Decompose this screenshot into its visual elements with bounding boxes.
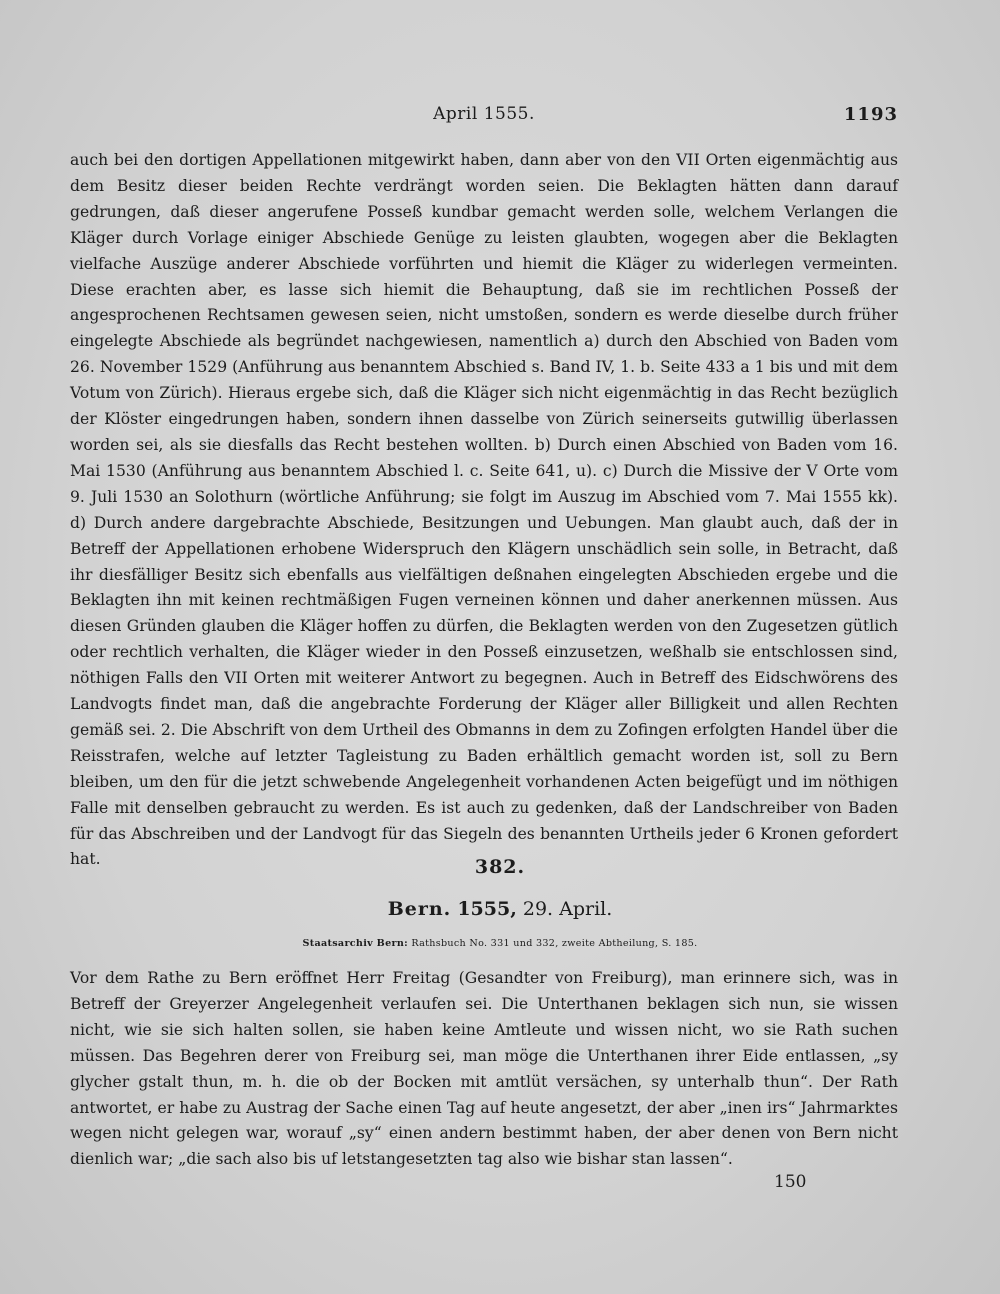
source-archive: Staatsarchiv Bern:: [302, 938, 408, 949]
sheet-signature: 150: [774, 1172, 807, 1192]
running-title: April 1555.: [433, 104, 535, 124]
source-reference: [0, 938, 1000, 949]
page-number: 1193: [843, 104, 898, 125]
document-number: 382.: [474, 856, 526, 878]
document-place: Bern.: [387, 898, 452, 920]
document-date: 29. April.: [522, 898, 613, 920]
document-heading: [0, 898, 1000, 920]
body-paragraph-continued: auch bei den dortigen Appellationen mitgewirkt haben, dann aber von den VII Orten eigenmächtig aus dem Besitz dieser beiden Rechte verdrängt worden seien. Die Beklagten hätten dann darauf gedrungen, daß dieser angerufene Posseß kundbar gemacht werden solle, welchem Verlangen die Kläger durch Vorlage einiger Abschiede Genüge zu leisten glaubten, wogegen aber die Beklagten vielfache Auszüge anderer Abschiede vorführten und hiemit die Kläger zu widerlegen vermeinten. Diese erachten aber, es lasse sich hiemit die Behauptung, daß sie im rechtlichen Posseß der angesprochenen Rechtsamen gewesen seien, nicht umstoßen, sondern es werde dieselbe durch früher eingelegte Abschiede als begründet nachgewiesen, namentlich a) durch den Abschied von Baden vom 26. November 1529 (Anführung aus benanntem Abschied s. Band IV, 1. b. Seite 433 a 1 bis und mit dem Votum von Zürich). Hieraus ergebe sich, daß die Kläger sich nicht eigenmächtig in das Recht bezüglich der Klöster eingedrungen haben, sondern ihnen dasselbe von Zürich seinerseits gutwillig überlassen worden sei, als sie diesfalls das Recht bestehen wollten. b) Durch einen Abschied von Baden vom 16. Mai 1530 (Anführung aus benanntem Abschied l. c. Seite 641, u). c) Durch die Missive der V Orte vom 9. Juli 1530 an Solothurn (wörtliche Anführung; sie folgt im Auszug im Abschied vom 7. Mai 1555 kk). d) Durch andere dargebrachte Abschiede, Besitzungen und Uebungen. Man glaubt auch, daß der in Betreff der Appellationen erhobene Widerspruch den Klägern unschädlich sein solle, in Betracht, daß ihr diesfälliger Besitz sich ebenfalls aus vielfältigen deßnahen eingelegten Abschieden ergebe und die Beklagten ihn mit keinen rechtmäßigen Fugen verneinen können und daher anerkennen müssen. Aus diesen Gründen glauben die Kläger hoffen zu dürfen, die Beklagten werden von den Zugesetzen gütlich oder rechtlich verhalten, die Kläger wieder in den Posseß einzusetzen, weßhalb sie entschlossen sind, nöthigen Falls den VII Orten mit weiterer Antwort zu begegnen. Auch in Betreff des Eidschwörens des Landvogts findet man, daß die angebrachte Forderung der Kläger aller Billigkeit und allen Rechten gemäß sei. 2. Die Abschrift von dem Urtheil des Obmanns in dem zu Zofingen erfolgten Handel über die Reisstrafen, welche auf letzter Tagleistung zu Baden erhältlich gemacht worden ist, soll zu Bern bleiben, um den für die jetzt schwebende Angelegenheit vorhandenen Acten beigefügt und im nöthigen Falle mit denselben gebraucht zu werden. Es ist auch zu gedenken, daß der Landschreiber von Baden für das Abschreiben und der Landvogt für das Siegeln des benannten Urtheils jeder 6 Kronen gefordert hat.: [70, 151, 898, 869]
document-year: 1555,: [457, 898, 517, 920]
body-paragraph-document: Vor dem Rathe zu Bern eröffnet Herr Freitag (Gesandter von Freiburg), man erinnere sich, was in Betreff der Greyerzer Angelegenheit verlaufen sei. Die Unterthanen beklagen sich nun, sie wissen nicht, wie sie sich halten sollen, sie haben keine Amtleute und wissen nicht, wo sie Rath suchen müssen. Das Begehren derer von Freiburg sei, man möge die Unterthanen ihrer Eide entlassen, „sy glycher gstalt thun, m. h. die ob der Bocken mit amtlüt versächen, sy unterhalb thun“. Der Rath antwortet, er habe zu Austrag der Sache einen Tag auf heute angesetzt, der aber „inen irs“ Jahrmarktes wegen nicht gelegen war, worauf „sy“ einen andern bestimmt haben, der aber denen von Bern nicht dienlich war; „die sach also bis uf letstangesetzten tag also wie bishar stan lassen“.: [70, 969, 898, 1169]
source-detail: Rathsbuch No. 331 und 332, zweite Abtheilung, S. 185.: [411, 938, 698, 949]
running-head: [70, 104, 898, 132]
